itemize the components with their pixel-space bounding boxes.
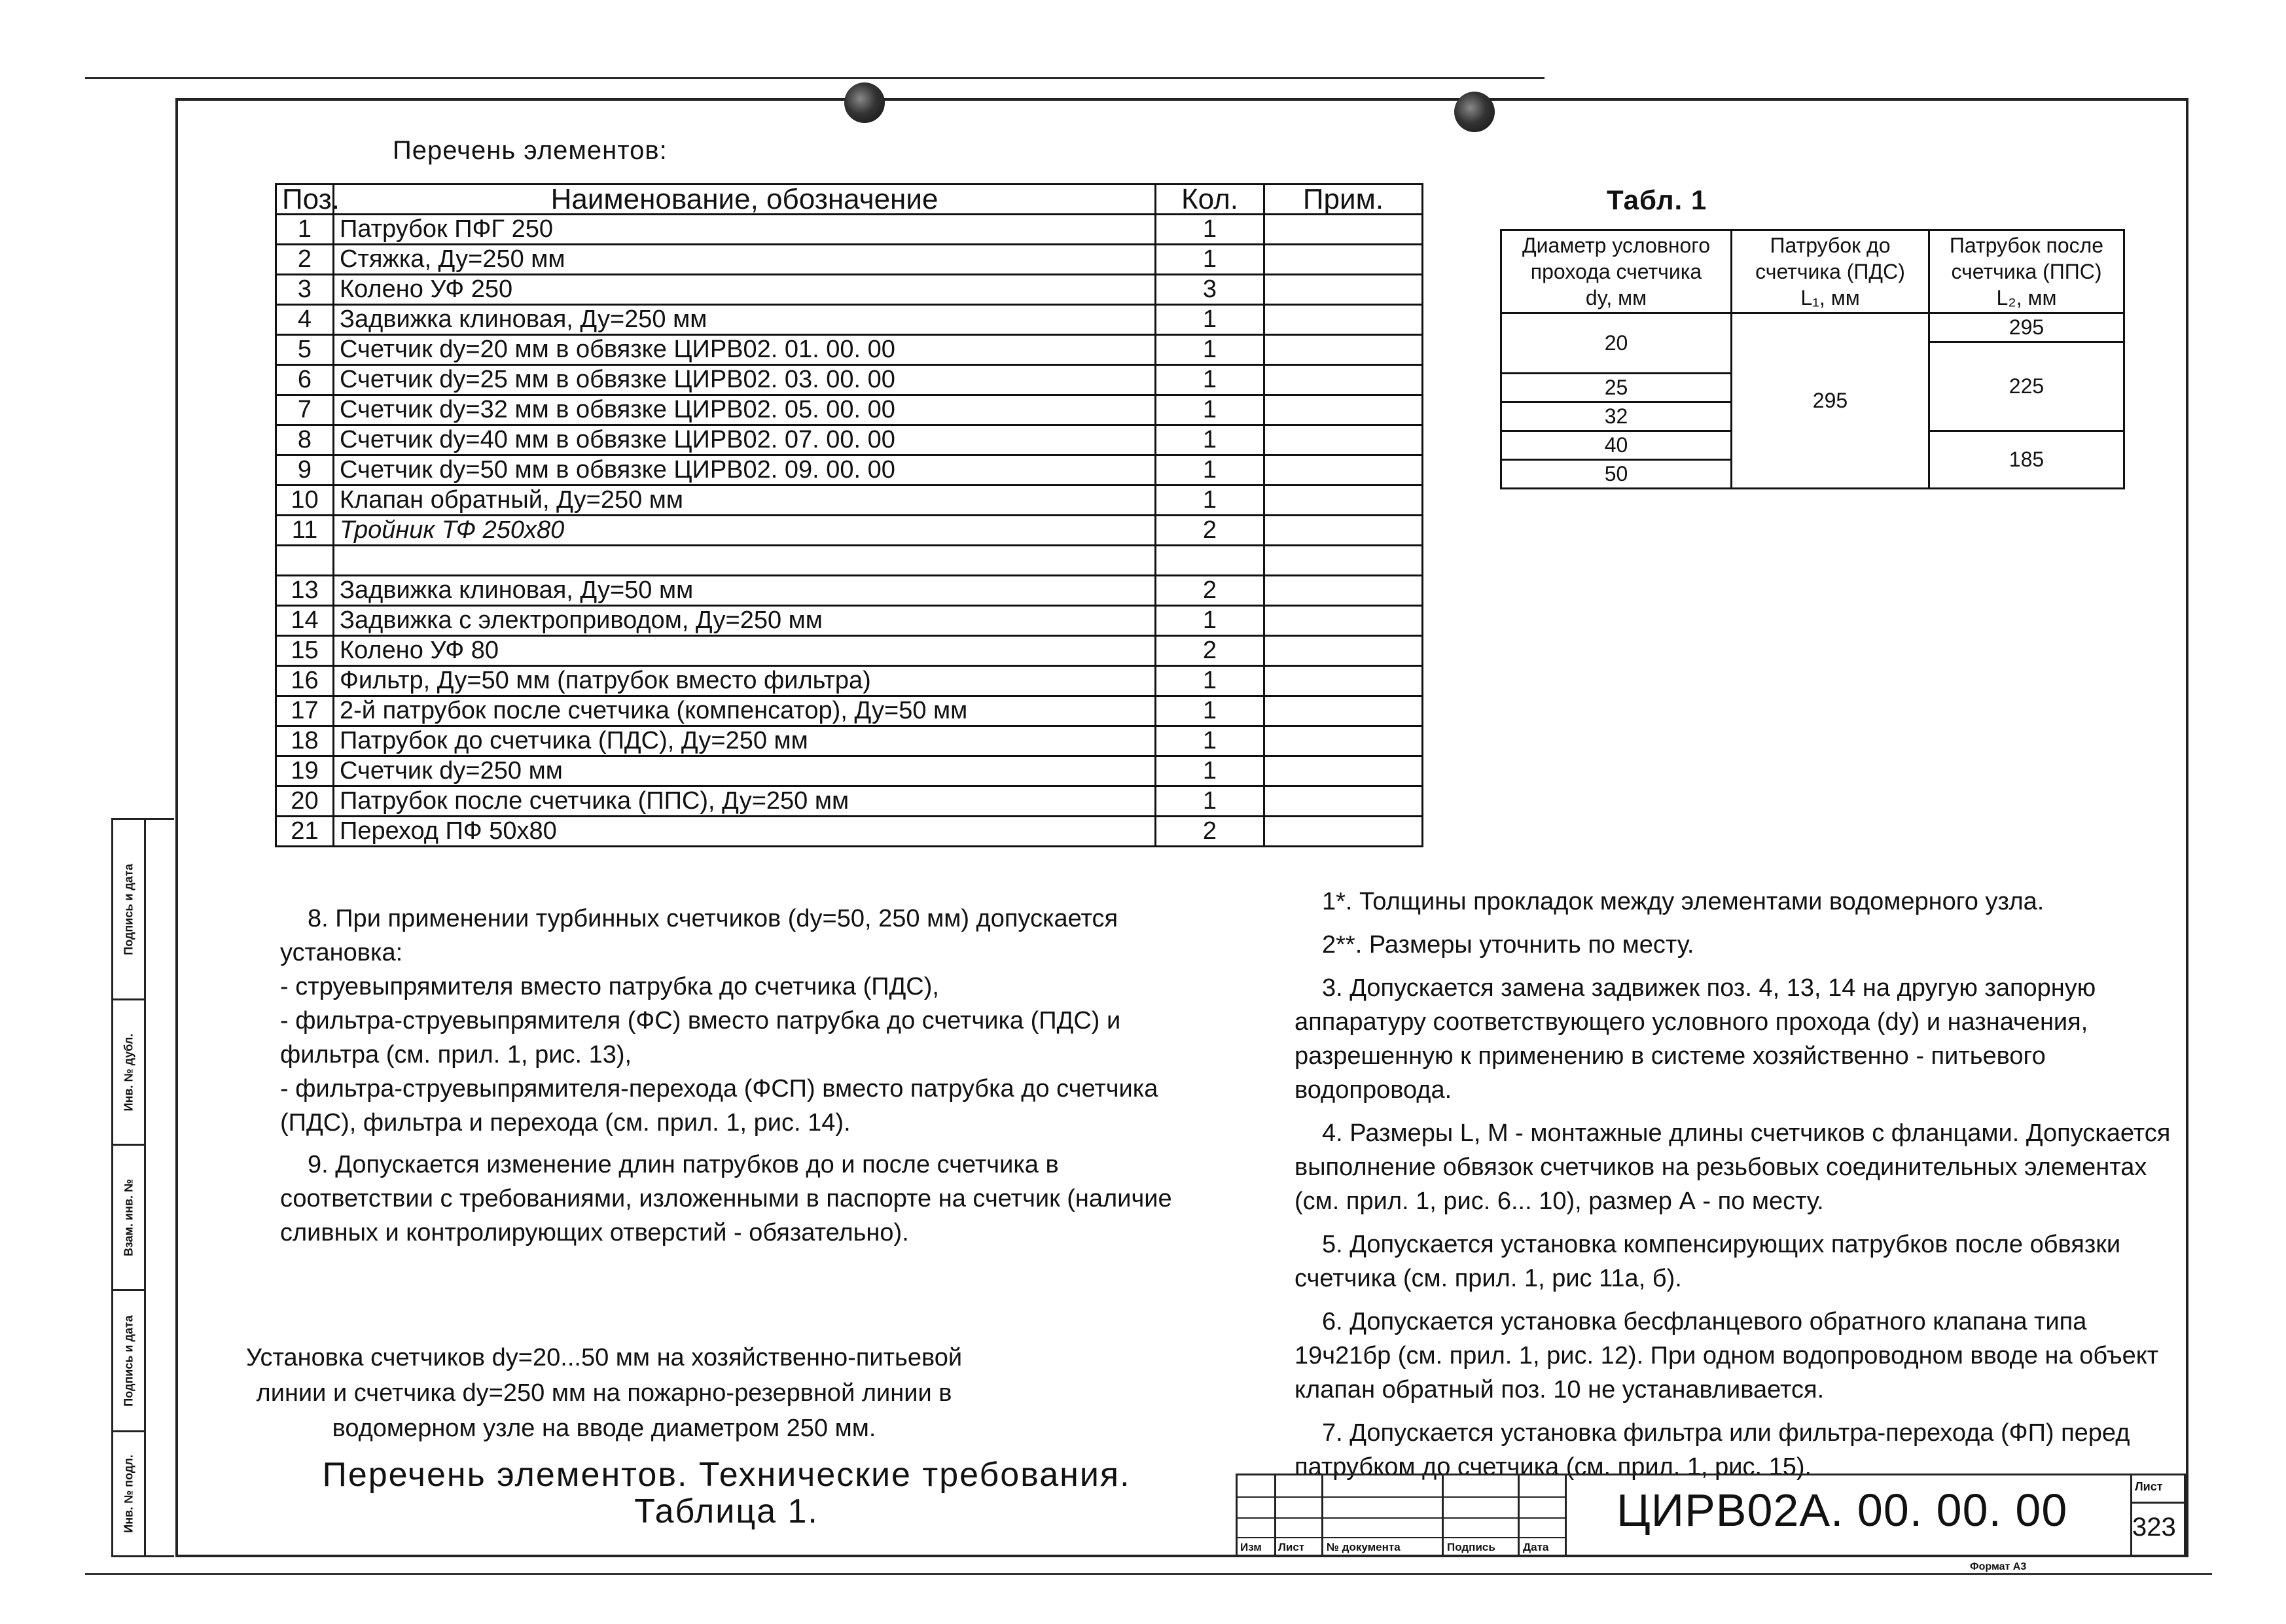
cell-pos: 17	[276, 696, 334, 726]
document-title-line: Перечень элементов. Технические требования.	[322, 1456, 1131, 1494]
table-row	[276, 516, 1423, 546]
cell-qty: 1	[1156, 425, 1264, 455]
table-row	[276, 817, 1423, 847]
cell-name: Патрубок после счетчика (ППС), Ду=250 мм	[334, 786, 1156, 817]
notes-right	[1295, 885, 2171, 1493]
cell-qty: 1	[1156, 756, 1264, 786]
cell-name	[334, 546, 1156, 576]
cell-pos: 6	[276, 365, 334, 395]
cell-pos: 11	[276, 516, 334, 546]
elements-table	[275, 183, 1423, 847]
cell-qty: 1	[1156, 365, 1264, 395]
table1-cell-dy: 32	[1501, 402, 1732, 431]
cell-name: Счетчик dy=25 мм в обвязке ЦИРВ02. 03. 00. 00	[334, 365, 1156, 395]
cell-pos: 1	[276, 215, 334, 245]
sheet-number: 323	[2132, 1513, 2176, 1542]
cell-name: Счетчик dy=20 мм в обвязке ЦИРВ02. 01. 00. 00	[334, 335, 1156, 365]
cell-qty: 1	[1156, 455, 1264, 485]
title-block-divider	[2130, 1502, 2184, 1504]
table-row	[276, 245, 1423, 275]
table-row	[276, 666, 1423, 696]
title-block-divider	[1238, 1537, 1566, 1538]
col-header-qty: Кол.	[1156, 185, 1264, 215]
table1-cell-l2: 185	[1929, 431, 2124, 489]
note-7: 7. Допускается установка фильтра или фильтра-перехода (ФП) перед патрубком до счетчика (см. прил. 1, рис. 15).	[1295, 1419, 2130, 1481]
table1-cell-dy: 50	[1501, 460, 1732, 489]
table1-header-row	[1501, 230, 2124, 313]
cell-note	[1264, 546, 1423, 576]
cell-pos: 13	[276, 576, 334, 606]
cell-name: Колено УФ 250	[334, 275, 1156, 305]
note-4: 4. Размеры L, M - монтажные длины счетчиков с фланцами. Допускается выполнение обвязок счетчиков на резьбовых соединительных элементах (см. прил. 1, рис. 6... 10), размер А - по месту.	[1295, 1120, 2171, 1215]
cell-name: Колено УФ 80	[334, 636, 1156, 666]
cell-note	[1264, 425, 1423, 455]
cell-qty: 3	[1156, 275, 1264, 305]
title-block-divider	[1518, 1475, 1520, 1555]
document-designation: ЦИРВ02А. 00. 00. 00	[1616, 1485, 2068, 1536]
cell-pos: 10	[276, 485, 334, 516]
cell-qty: 1	[1156, 245, 1264, 275]
cell-qty: 1	[1156, 335, 1264, 365]
cell-note	[1264, 786, 1423, 817]
table-header-row	[276, 185, 1423, 215]
table1-cell-dy: 25	[1501, 374, 1732, 402]
cell-note	[1264, 395, 1423, 425]
col-header-name: Наименование, обозначение	[334, 185, 1156, 215]
notes-left	[280, 902, 1203, 1250]
side-stamp-cell: Подпись и дата	[113, 820, 146, 1000]
table1-header-l1: Патрубок до счетчика (ПДС) L₁, мм	[1732, 230, 1929, 313]
cell-pos: 19	[276, 756, 334, 786]
cell-pos: 14	[276, 606, 334, 636]
document-title	[236, 1456, 1217, 1530]
cell-note	[1264, 485, 1423, 516]
cell-pos: 4	[276, 305, 334, 335]
cell-name: Задвижка клиновая, Ду=50 мм	[334, 576, 1156, 606]
side-stamp-cell: Взам. инв. №	[113, 1146, 146, 1291]
table1	[1500, 229, 2125, 489]
cell-qty: 1	[1156, 666, 1264, 696]
table-row	[276, 485, 1423, 516]
cell-note	[1264, 215, 1423, 245]
title-block-label: Дата	[1523, 1541, 1549, 1553]
cell-name: Счетчик dy=50 мм в обвязке ЦИРВ02. 09. 00. 00	[334, 455, 1156, 485]
cell-name: Счетчик dy=250 мм	[334, 756, 1156, 786]
cell-note	[1264, 817, 1423, 847]
table-row	[276, 606, 1423, 636]
table-row	[276, 546, 1423, 576]
cell-note	[1264, 455, 1423, 485]
title-block-divider	[1321, 1475, 1323, 1555]
cell-qty	[1156, 546, 1264, 576]
cell-pos: 20	[276, 786, 334, 817]
cell-qty: 1	[1156, 485, 1264, 516]
table-row	[276, 365, 1423, 395]
table1-cell-dy: 40	[1501, 431, 1732, 460]
table1-cell-dy: 20	[1501, 313, 1732, 374]
note-2: 2**. Размеры уточнить по месту.	[1322, 931, 1694, 959]
title-block-label: Лист	[1278, 1541, 1305, 1553]
cell-pos: 9	[276, 455, 334, 485]
table-row	[276, 275, 1423, 305]
cell-qty: 1	[1156, 395, 1264, 425]
table-row	[276, 636, 1423, 666]
note-6: 6. Допускается установка бесфланцевого обратного клапана типа 19ч21бр (см. прил. 1, рис. 12). При одном водопроводном вводе на объект клапан обратный поз. 10 не устанавливается.	[1295, 1308, 2159, 1403]
cell-qty: 1	[1156, 215, 1264, 245]
title-block-divider	[1565, 1475, 1567, 1555]
side-stamp-cell: Подпись и дата	[113, 1291, 146, 1432]
table1-header-l2: Патрубок после счетчика (ППС) L₂, мм	[1929, 230, 2124, 313]
cell-note	[1264, 305, 1423, 335]
cell-note	[1264, 516, 1423, 546]
title-block-label: Подпись	[1447, 1541, 1495, 1553]
note-1: 1*. Толщины прокладок между элементами водомерного узла.	[1322, 888, 2045, 915]
cell-name: Задвижка клиновая, Ду=250 мм	[334, 305, 1156, 335]
note-5: 5. Допускается установка компенсирующих патрубков после обвязки счетчика (см. прил. 1, рис 11а, б).	[1295, 1231, 2121, 1292]
elements-list-title: Перечень элементов:	[393, 136, 668, 165]
table-row	[276, 335, 1423, 365]
table-row	[276, 726, 1423, 756]
title-block-label: Изм	[1240, 1541, 1262, 1553]
table1-cell-l2: 295	[1929, 313, 2124, 342]
table1-cell-l1: 295	[1732, 313, 1929, 489]
title-block-divider	[1238, 1496, 1566, 1498]
cell-note	[1264, 696, 1423, 726]
note-8-item: - фильтра-струевыпрямителя-перехода (ФСП) вместо патрубка до счетчика (ПДС), фильтра и перехода (см. прил. 1, рис. 14).	[280, 1075, 1158, 1137]
cell-qty: 1	[1156, 786, 1264, 817]
cell-name: Фильтр, Ду=50 мм (патрубок вместо фильтра)	[334, 666, 1156, 696]
cell-pos: 16	[276, 666, 334, 696]
cell-pos: 18	[276, 726, 334, 756]
title-block-label: № документа	[1327, 1541, 1401, 1553]
note-3: 3. Допускается замена задвижек поз. 4, 13, 14 на другую запорную аппаратуру соответствующего условного прохода (dy) и назначения, разрешенную к применению в системе хозяйственно - питьевого водопровода.	[1295, 974, 2096, 1104]
cell-name: Патрубок до счетчика (ПДС), Ду=250 мм	[334, 726, 1156, 756]
cell-name: 2-й патрубок после счетчика (компенсатор), Ду=50 мм	[334, 696, 1156, 726]
cell-qty: 2	[1156, 576, 1264, 606]
cell-name: Переход ПФ 50х80	[334, 817, 1156, 847]
table1-title: Табл. 1	[1607, 185, 1707, 215]
frame-top-edge	[85, 77, 1545, 79]
table-row	[276, 455, 1423, 485]
cell-note	[1264, 666, 1423, 696]
cell-qty: 2	[1156, 516, 1264, 546]
cell-pos: 21	[276, 817, 334, 847]
cell-pos: 2	[276, 245, 334, 275]
table1-header-dy: Диаметр условного прохода счетчика dy, мм	[1501, 230, 1732, 313]
frame-bottom-edge	[85, 1573, 2212, 1575]
cell-name: Счетчик dy=40 мм в обвязке ЦИРВ02. 07. 00. 00	[334, 425, 1156, 455]
table1-row	[1501, 313, 2124, 342]
cell-qty: 1	[1156, 696, 1264, 726]
cell-name: Клапан обратный, Ду=250 мм	[334, 485, 1156, 516]
paper-format: Формат А3	[1970, 1561, 2027, 1572]
note-8: 8. При применении турбинных счетчиков (dy=50, 250 мм) допускается установка:	[280, 905, 1118, 966]
table-row	[276, 756, 1423, 786]
cell-name: Счетчик dy=32 мм в обвязке ЦИРВ02. 05. 00. 00	[334, 395, 1156, 425]
pushpin-icon	[1454, 92, 1495, 132]
document-title-line: Таблица 1.	[634, 1492, 819, 1530]
note-9: 9. Допускается изменение длин патрубков до и после счетчика в соответствии с требованиями, изложенными в паспорте на счетчик (наличие сливных и контролирующих отверстий - обязательно).	[280, 1151, 1172, 1246]
cell-pos: 8	[276, 425, 334, 455]
cell-note	[1264, 245, 1423, 275]
title-block-divider	[1442, 1475, 1444, 1555]
pushpin-icon	[844, 82, 885, 123]
cell-qty: 1	[1156, 305, 1264, 335]
cell-pos: 3	[276, 275, 334, 305]
cell-name: Патрубок ПФГ 250	[334, 215, 1156, 245]
cell-note	[1264, 606, 1423, 636]
cell-name: Тройник ТФ 250х80	[334, 516, 1156, 546]
title-block-divider	[1274, 1475, 1276, 1555]
drawing-caption: Установка счетчиков dy=20...50 мм на хозяйственно-питьевой линии и счетчика dy=250 мм на пожарно-резервной линии в водомерном узле на вводе диаметром 250 мм.	[245, 1344, 963, 1442]
note-8-item: - фильтра-струевыпрямителя (ФС) вместо патрубка до счетчика (ПДС) и фильтра (см. прил. 1, рис. 13),	[280, 1007, 1121, 1068]
cell-pos	[276, 546, 334, 576]
table-row	[276, 215, 1423, 245]
cell-note	[1264, 756, 1423, 786]
sheet-label: Лист	[2135, 1480, 2163, 1493]
cell-qty: 1	[1156, 606, 1264, 636]
cell-qty: 1	[1156, 726, 1264, 756]
cell-note	[1264, 636, 1423, 666]
cell-pos: 15	[276, 636, 334, 666]
cell-note	[1264, 576, 1423, 606]
table-row	[276, 576, 1423, 606]
table-row	[276, 425, 1423, 455]
col-header-note: Прим.	[1264, 185, 1423, 215]
table1-cell-l2: 225	[1929, 342, 2124, 431]
cell-note	[1264, 275, 1423, 305]
title-block-divider	[1238, 1517, 1566, 1519]
table-row	[276, 395, 1423, 425]
table-row	[276, 786, 1423, 817]
cell-qty: 2	[1156, 636, 1264, 666]
cell-note	[1264, 335, 1423, 365]
col-header-pos: Поз.	[276, 185, 334, 215]
side-stamp-cell: Инв. № дубл.	[113, 1000, 146, 1146]
cell-pos: 5	[276, 335, 334, 365]
cell-qty: 2	[1156, 817, 1264, 847]
cell-note	[1264, 365, 1423, 395]
side-stamp	[111, 818, 174, 1557]
side-stamp-cell: Инв. № подл.	[113, 1432, 146, 1557]
cell-name: Задвижка с электроприводом, Ду=250 мм	[334, 606, 1156, 636]
cell-name: Стяжка, Ду=250 мм	[334, 245, 1156, 275]
table-row	[276, 696, 1423, 726]
table-row	[276, 305, 1423, 335]
cell-note	[1264, 726, 1423, 756]
cell-pos: 7	[276, 395, 334, 425]
note-8-item: - струевыпрямителя вместо патрубка до счетчика (ПДС),	[280, 973, 939, 1000]
